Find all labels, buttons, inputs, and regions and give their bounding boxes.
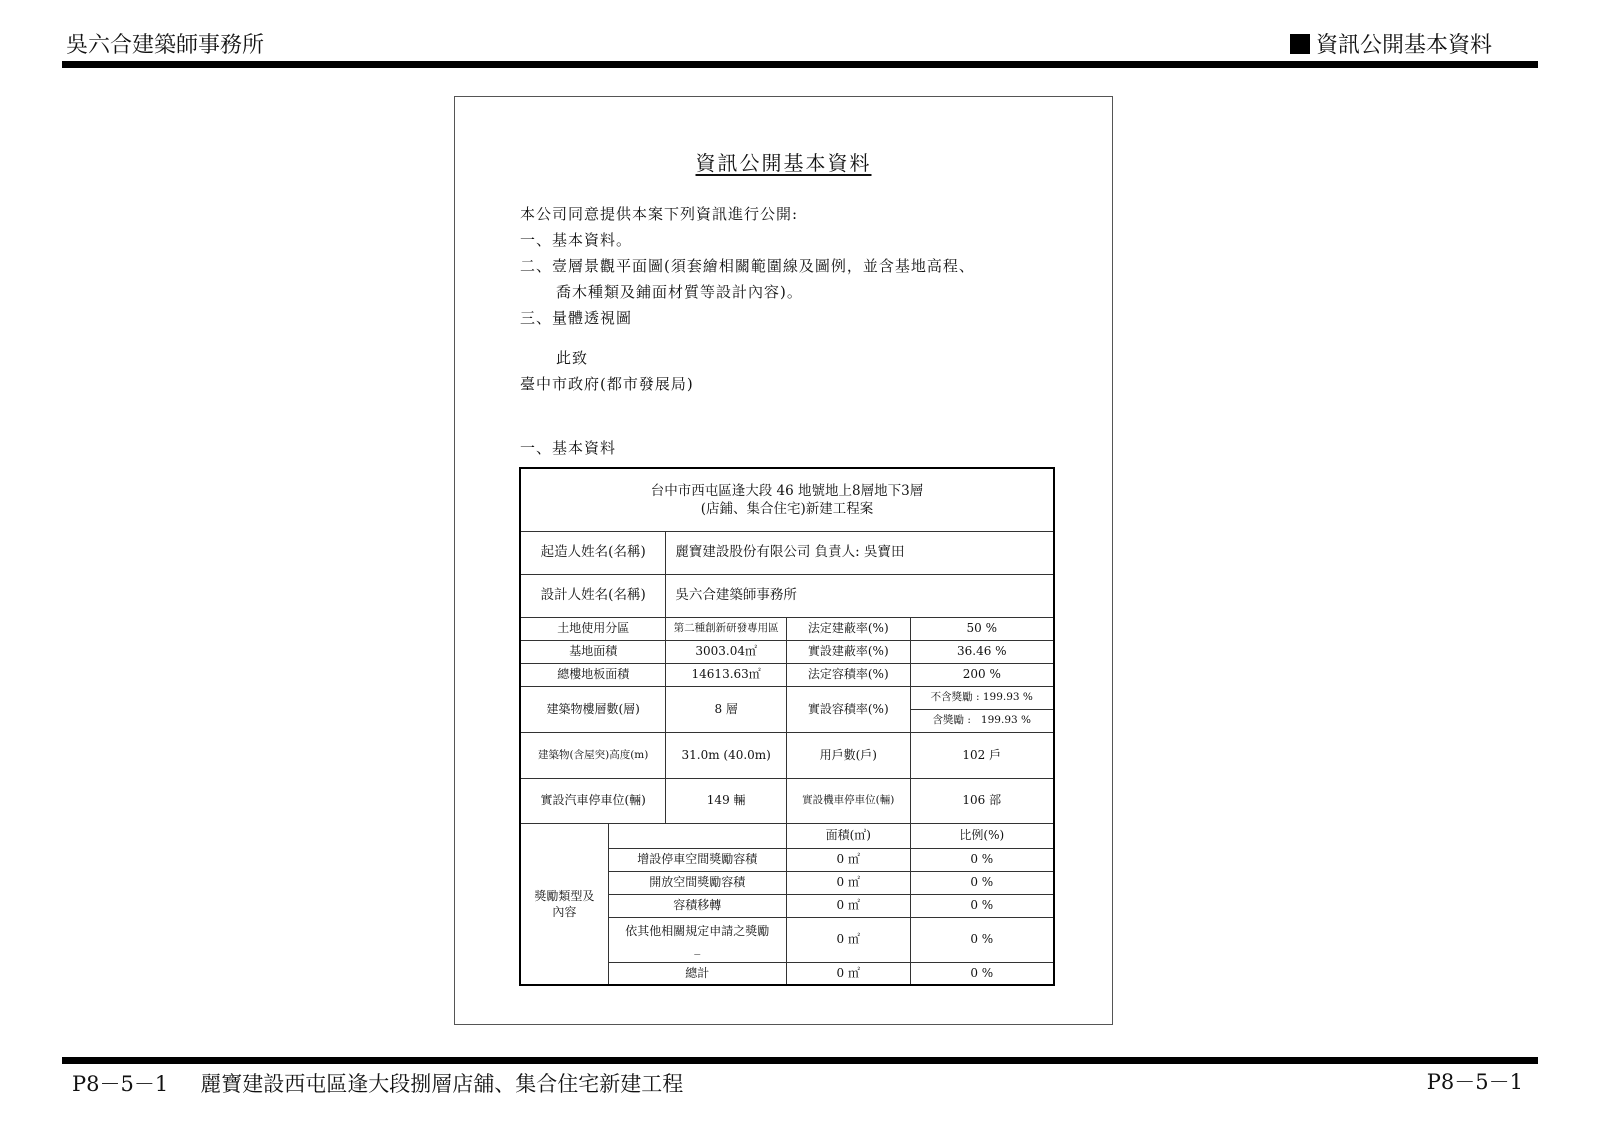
- moto-parking-label: 實設機車停車位(輛): [786, 778, 910, 823]
- bonus-type-label-line-1: 獎勵類型及: [534, 888, 595, 903]
- project-title-line-2: (店鋪、集合住宅)新建工程案: [700, 500, 874, 517]
- car-parking-label: 實設汽車停車位(輛): [520, 778, 666, 823]
- site-area-value: 3003.04㎡: [666, 640, 787, 663]
- bonus-name: 增設停車空間獎勵容積: [608, 848, 786, 871]
- zoning-label: 土地使用分區: [520, 617, 666, 640]
- item-1: 一、基本資料。: [520, 231, 633, 249]
- header-rule: [62, 61, 1538, 68]
- bonus-total-ratio: 0 %: [910, 962, 1054, 985]
- moto-parking-value: 106 部: [910, 778, 1054, 823]
- far-with-bonus: 含獎勵 : 199.93 %: [910, 709, 1054, 732]
- section-heading: 一、基本資料: [520, 439, 617, 457]
- bonus-ratio: 0 %: [910, 871, 1054, 894]
- footer-project-name: 麗寶建設西屯區逢大段捌層店舖、集合住宅新建工程: [200, 1072, 684, 1096]
- bonus-area: 0 ㎡: [786, 871, 910, 894]
- height-value: 31.0m (40.0m): [666, 732, 787, 778]
- table-title-row: [520, 468, 1054, 531]
- black-square-icon: [1290, 34, 1310, 54]
- header-firm-name: 吳六合建築師事務所: [66, 33, 265, 58]
- legal-far-label: 法定容積率(%): [786, 663, 910, 686]
- bonus-ratio: 0 %: [910, 848, 1054, 871]
- site-area-label: 基地面積: [520, 640, 666, 663]
- item-3: 三、量體透視圖: [520, 309, 633, 327]
- units-label: 用戶數(戶): [786, 732, 910, 778]
- item-2-line-1: 二、壹層景觀平面圖(須套繪相關範圍線及圖例，並含基地高程、: [520, 257, 975, 275]
- bonus-area: 0 ㎡: [786, 894, 910, 917]
- footer-page-number-right: P8－5－1: [1426, 1070, 1523, 1094]
- document-sheet: [454, 96, 1113, 1025]
- actual-coverage-value: 36.46 %: [910, 640, 1054, 663]
- bonus-type-label-line-2: 內容: [552, 904, 577, 919]
- bonus-header-row: [520, 823, 1054, 848]
- bonus-type-label: [520, 823, 608, 985]
- height-row: [520, 732, 1054, 778]
- bonus-other-line-2: _: [694, 940, 701, 955]
- zoning-row: [520, 617, 1054, 640]
- recipient-text: 臺中市政府(都市發展局): [520, 375, 694, 393]
- actual-coverage-label: 實設建蔽率(%): [786, 640, 910, 663]
- bonus-name: 開放空間獎勵容積: [608, 871, 786, 894]
- header-section: [1290, 28, 1492, 59]
- units-value: 102 戶: [910, 732, 1054, 778]
- applicant-row: [520, 531, 1054, 574]
- project-title-cell: [520, 468, 1054, 531]
- basic-info-table: [519, 467, 1055, 986]
- bonus-other-ratio: 0 %: [910, 917, 1054, 962]
- designer-row: [520, 574, 1054, 617]
- car-parking-value: 149 輛: [666, 778, 787, 823]
- legal-coverage-label: 法定建蔽率(%): [786, 617, 910, 640]
- project-title-line-1: 台中市西屯區逢大段 46 地號地上8層地下3層: [650, 482, 924, 499]
- bonus-other-name: [608, 917, 786, 962]
- floors-value: 8 層: [666, 686, 787, 732]
- header-section-label: 資訊公開基本資料: [1315, 33, 1492, 58]
- bonus-total-label: 總計: [608, 962, 786, 985]
- floors-label: 建築物樓層數(層): [520, 686, 666, 732]
- bonus-area: 0 ㎡: [786, 848, 910, 871]
- bonus-area-header: 面積(㎡): [786, 823, 910, 848]
- applicant-label: 起造人姓名(名稱): [520, 531, 666, 574]
- footer-page-number-left: P8－5－1: [72, 1072, 169, 1096]
- intro-text: 本公司同意提供本案下列資訊進行公開:: [520, 205, 799, 223]
- applicant-value: 麗寶建設股份有限公司 負責人: 吳寶田: [666, 531, 1054, 574]
- footer-left: [72, 1068, 683, 1098]
- bonus-ratio: 0 %: [910, 894, 1054, 917]
- floor-area-value: 14613.63㎡: [666, 663, 787, 686]
- floor-area-label: 總樓地板面積: [520, 663, 666, 686]
- bonus-name: 容積移轉: [608, 894, 786, 917]
- floors-row: [520, 686, 1054, 709]
- bonus-ratio-header: 比例(%): [910, 823, 1054, 848]
- actual-far-label: 實設容積率(%): [786, 686, 910, 732]
- bonus-header-blank: [608, 823, 786, 848]
- footer-rule: [62, 1057, 1538, 1064]
- bonus-total-area: 0 ㎡: [786, 962, 910, 985]
- legal-far-value: 200 %: [910, 663, 1054, 686]
- parking-row: [520, 778, 1054, 823]
- designer-value: 吳六合建築師事務所: [666, 574, 1054, 617]
- closing-text: 此致: [556, 349, 589, 367]
- document-title: 資訊公開基本資料: [695, 151, 872, 175]
- height-label: 建築物(含屋突)高度(m): [520, 732, 666, 778]
- far-no-bonus: 不含獎勵 : 199.93 %: [910, 686, 1054, 709]
- item-2-line-2: 喬木種類及鋪面材質等設計內容)。: [556, 283, 803, 301]
- bonus-other-area: 0 ㎡: [786, 917, 910, 962]
- zoning-value: 第二種創新研發專用區: [666, 617, 787, 640]
- designer-label: 設計人姓名(名稱): [520, 574, 666, 617]
- legal-coverage-value: 50 %: [910, 617, 1054, 640]
- floor-area-row: [520, 663, 1054, 686]
- site-area-row: [520, 640, 1054, 663]
- bonus-other-line-1: 依其他相關規定申請之獎勵: [625, 924, 770, 939]
